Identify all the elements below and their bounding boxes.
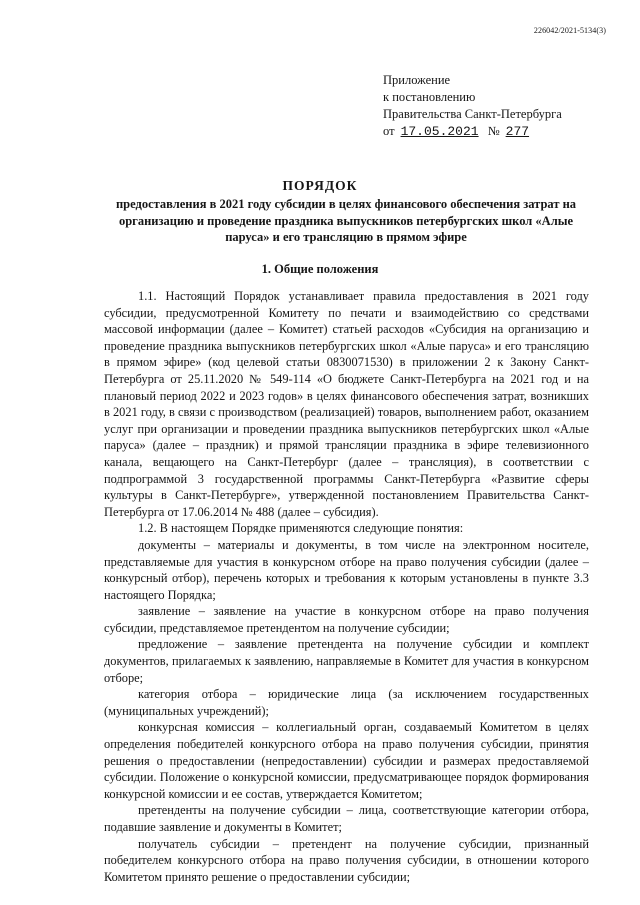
paragraph: предложение – заявление претендента на получение субсидии и комплект документов, прилагаемых к заявлению, направляемые в Комитет для участия в конкурсном отборе; [104, 637, 589, 685]
section-heading: 1. Общие положения [261, 262, 379, 276]
document-subtitle: предоставления в 2021 году субсидии в целях финансового обеспечения затрат на организацию и проведение праздника выпускников петербургских школ «Алые паруса» и его трансляцию в прямом эфире [115, 197, 577, 244]
paragraph: категория отбора – юридические лица (за исключением государственных (муниципальных учреждений); [104, 687, 589, 718]
paragraph: 1.1. Настоящий Порядок устанавливает правила предоставления в 2021 году субсидии, предусмотренной Комитету по печати и взаимодействию со средствами массовой информации (далее – Комитет) статьей расходов «Субсидия на организацию и проведение праздника выпускников петербургских школ «Алые паруса» и его трансляцию в прямом эфире» (код целевой статьи 0830071530) в приложении 2 к Закону Санкт-Петербурга от 25.11.2020 № 549-114 «О бюджете Санкт-Петербурга на 2021 год и на плановый период 2022 и 2023 годов» в целях финансового обеспечения затрат, возникших в 2021 году, в связи с производством (реализацией) товаров, выполнением работ, оказанием услуг при организации и проведении праздника выпускников петербургских школ «Алые паруса» (далее – праздник) и прямой трансляции праздника в эфире телевизионного канала, вещающего на Санкт-Петербург (далее – трансляция), в соответствии с подпрограммой 3 государственной программы Санкт-Петербурга «Развитие сферы культуры в Санкт-Петербурге», утвержденной постановлением Правительства Санкт-Петербурга от 17.06.2014 № 488 (далее – субсидия). [104, 289, 589, 519]
paragraph: получатель субсидии – претендент на получение субсидии, признанный победителем конкурсного отбора на право получения субсидии, в отношении которого Комитетом принято решение о предоставлении субсидии; [104, 836, 589, 884]
document-id: 226042/2021-5134(3) [533, 26, 606, 35]
document-title: ПОРЯДОК [282, 178, 358, 193]
annex-block [383, 72, 562, 140]
annex-line-1: Приложение [383, 73, 451, 87]
document-body [104, 288, 589, 885]
handwritten-date: 17.05.2021 [400, 124, 479, 139]
annex-date-line [383, 123, 562, 140]
date-prefix: от [383, 124, 395, 138]
paragraph: 1.2. В настоящем Порядке применяются следующие понятия: [138, 521, 464, 536]
paragraph: конкурсная комиссия – коллегиальный орган, создаваемый Комитетом в целях определения победителей конкурсного отбора на право получения субсидии, принятия решения о предоставлении (непредоставлении) субсидии и размерах предоставляемой субсидии. Положение о конкурсной комиссии, предусматривающее порядок формирования конкурсной комиссии и ее состав, утверждается Комитетом; [104, 720, 589, 801]
handwritten-number: 277 [505, 124, 530, 139]
paragraph: заявление – заявление на участие в конкурсном отборе на право получения субсидии, представляемое претендентом на получение субсидии; [104, 604, 589, 635]
annex-line-2: к постановлению [383, 90, 476, 104]
number-prefix: № [487, 124, 500, 138]
annex-line-3: Правительства Санкт-Петербурга [383, 107, 562, 121]
paragraph: претенденты на получение субсидии – лица, соответствующие категории отбора, подавшие заявление и документы в Комитет; [104, 803, 589, 834]
paragraph: документы – материалы и документы, в том числе на электронном носителе, представляемые для участия в конкурсном отборе на право получения субсидии (далее – конкурсный отбор), перечень которых и требования к которым установлены в пункте 3.3 настоящего Порядка; [104, 537, 589, 602]
